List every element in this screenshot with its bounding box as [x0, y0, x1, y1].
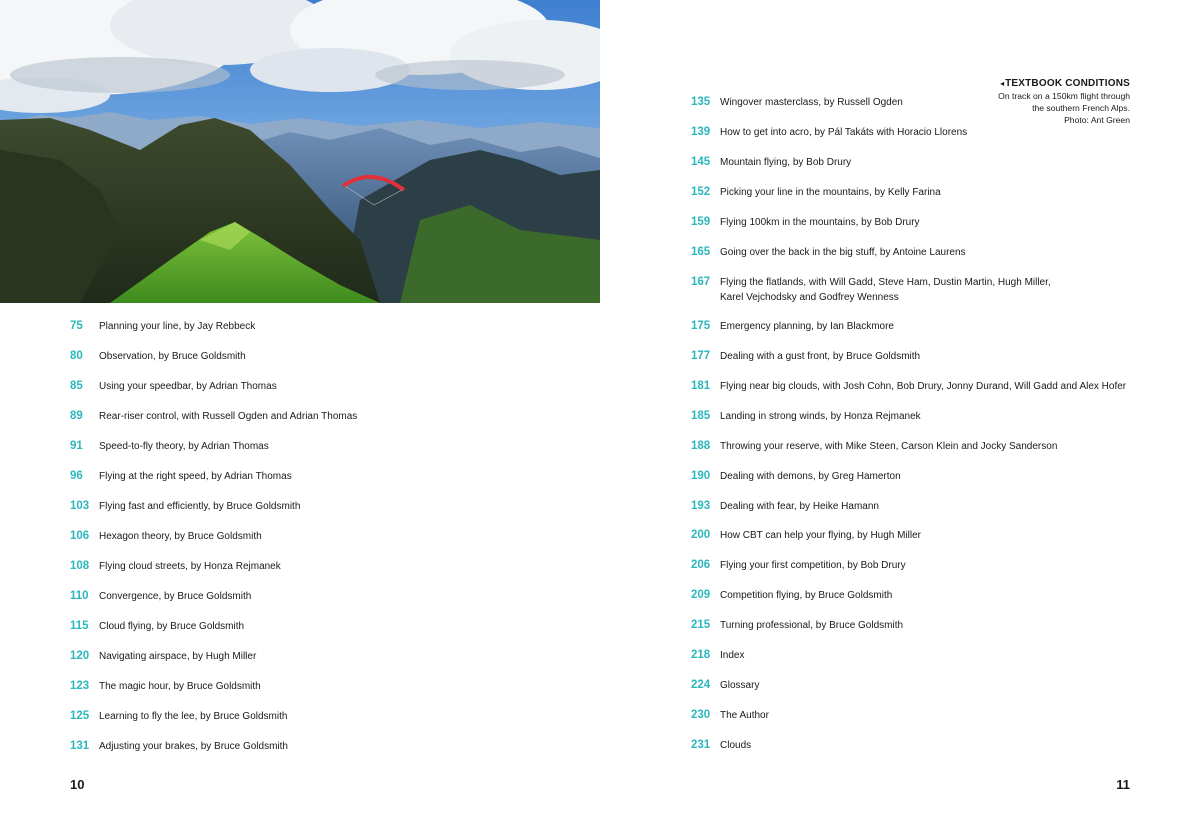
toc-entry	[691, 737, 1111, 754]
toc-entry	[691, 244, 1111, 261]
toc-entry	[70, 318, 570, 335]
toc-entry	[691, 408, 1111, 425]
toc-page-number: 85	[70, 379, 83, 392]
toc-page-number: 125	[70, 709, 90, 722]
toc-entry-title: Using your speedbar, by Adrian Thomas	[99, 380, 277, 392]
toc-entry-title: Landing in strong winds, by Honza Rejmanek	[720, 410, 921, 422]
toc-page-number: 167	[691, 275, 711, 288]
toc-entry-title: Glossary	[720, 680, 760, 692]
toc-entry	[691, 94, 1111, 111]
toc-entry	[691, 348, 1111, 365]
toc-entry-title: Flying at the right speed, by Adrian Thomas	[99, 470, 292, 482]
toc-entry	[70, 678, 570, 695]
toc-entry	[691, 557, 1111, 574]
photo-credit: Photo: Ant Green	[1064, 115, 1130, 125]
toc-entry-title: Cloud flying, by Bruce Goldsmith	[99, 620, 245, 632]
toc-page-number: 175	[691, 319, 711, 332]
toc-entry	[70, 438, 570, 455]
toc-entry	[691, 677, 1111, 694]
toc-page-number: 80	[70, 349, 83, 362]
toc-page-number: 206	[691, 559, 711, 572]
toc-entry	[691, 438, 1111, 455]
toc-page-number: 231	[691, 739, 711, 752]
toc-entry-title: Flying near big clouds, with Josh Cohn, Bob Drury, Jonny Durand, Will Gadd and Alex Hofer	[720, 380, 1127, 392]
toc-entry-title: Planning your line, by Jay Rebbeck	[99, 321, 256, 332]
toc-entry-title: Clouds	[720, 740, 752, 752]
toc-page-number: 89	[70, 409, 83, 422]
toc-entry	[70, 708, 570, 725]
left-arrow-icon: ◂	[1000, 79, 1005, 88]
toc-entry-title: Adjusting your brakes, by Bruce Goldsmith	[99, 740, 288, 752]
toc-entry	[691, 527, 1111, 544]
toc-page-number: 200	[691, 529, 711, 542]
toc-entry	[691, 154, 1111, 171]
toc-page-number: 190	[691, 469, 711, 482]
toc-entry	[691, 498, 1111, 515]
caption-line: On track on a 150km flight through	[998, 91, 1130, 101]
toc-page-number: 131	[70, 739, 90, 752]
toc-entry	[691, 124, 1111, 141]
toc-page-number: 215	[691, 619, 711, 632]
toc-page-number: 115	[70, 619, 89, 632]
caption-title: TEXTBOOK CONDITIONS	[1005, 78, 1130, 89]
toc-entry-title: Emergency planning, by Ian Blackmore	[720, 320, 894, 332]
toc-entry	[691, 378, 1127, 395]
toc-entry-title: Competition flying, by Bruce Goldsmith	[720, 590, 893, 602]
toc-entry	[70, 378, 570, 395]
toc-page-number: 108	[70, 559, 90, 572]
toc-page-number: 193	[691, 499, 711, 512]
toc-entry	[691, 587, 1111, 604]
toc-entry-title: Learning to fly the lee, by Bruce Goldsmith	[99, 710, 288, 722]
toc-entry-title: Flying 100km in the mountains, by Bob Drury	[720, 216, 920, 228]
toc-page-number: 103	[70, 499, 90, 512]
toc-page-number: 96	[70, 469, 83, 482]
toc-entry-title: Navigating airspace, by Hugh Miller	[99, 650, 257, 662]
toc-entry	[70, 618, 570, 635]
caption-line: the southern French Alps.	[1032, 103, 1130, 113]
toc-entry	[691, 647, 1111, 664]
toc-entry	[691, 274, 1111, 305]
toc-page-number: 135	[691, 96, 711, 108]
toc-entry-title	[720, 274, 1051, 305]
toc-page-number: 139	[691, 125, 711, 138]
toc-entry-title-line: Karel Vejchodsky and Godfrey Wenness	[720, 291, 899, 303]
toc-entry-title: Mountain flying, by Bob Drury	[720, 156, 852, 168]
toc-page-number: 152	[691, 185, 711, 198]
toc-page-number: 120	[70, 649, 90, 662]
toc-entry	[70, 528, 570, 545]
toc-entry	[691, 318, 1111, 335]
toc-page-number: 145	[691, 155, 711, 168]
toc-page-number: 209	[691, 589, 711, 602]
toc-page-number: 75	[70, 320, 83, 332]
toc-entry	[691, 184, 1111, 201]
toc-page-number: 106	[70, 529, 90, 542]
toc-entry	[691, 468, 1111, 485]
toc-page-number: 165	[691, 245, 711, 258]
toc-entry-title: How CBT can help your flying, by Hugh Miller	[720, 530, 922, 542]
toc-left-column	[70, 318, 570, 768]
toc-entry-title: Dealing with fear, by Heike Hamann	[720, 500, 879, 512]
toc-entry	[691, 214, 1111, 231]
toc-entry	[691, 707, 1111, 724]
toc-entry	[691, 617, 1111, 634]
toc-entry-title: The Author	[720, 710, 769, 722]
toc-entry	[70, 588, 570, 605]
toc-entry-title: The magic hour, by Bruce Goldsmith	[99, 680, 261, 692]
toc-entry-title: Wingover masterclass, by Russell Ogden	[720, 97, 903, 108]
toc-page-number: 110	[70, 589, 89, 602]
toc-entry-title: Convergence, by Bruce Goldsmith	[99, 590, 252, 602]
toc-entry	[70, 468, 570, 485]
toc-entry-title: Index	[720, 650, 745, 662]
toc-entry-title: Turning professional, by Bruce Goldsmith	[720, 620, 904, 632]
toc-entry-title: Hexagon theory, by Bruce Goldsmith	[99, 530, 262, 542]
toc-page-number: 230	[691, 709, 711, 722]
toc-page-number: 177	[691, 349, 711, 362]
toc-page-number: 188	[691, 439, 711, 452]
toc-entry-title: Flying cloud streets, by Honza Rejmanek	[99, 560, 281, 572]
toc-entry	[70, 738, 570, 755]
toc-entry-title: Throwing your reserve, with Mike Steen, Carson Klein and Jocky Sanderson	[720, 440, 1058, 452]
toc-page-number: 159	[691, 215, 711, 228]
toc-entry	[70, 648, 570, 665]
toc-entry-title: How to get into acro, by Pál Takáts with Horacio Llorens	[720, 126, 968, 138]
page-number-left: 10	[70, 777, 85, 792]
toc-page-number: 123	[70, 679, 90, 692]
page-number-right: 11	[1116, 777, 1130, 792]
toc-entry	[70, 348, 570, 365]
toc-entry	[70, 408, 570, 425]
mountain-photo	[0, 0, 600, 303]
toc-entry-title-line: Flying the flatlands, with Will Gadd, Steve Ham, Dustin Martin, Hugh Miller,	[720, 276, 1051, 288]
toc-entry-title: Observation, by Bruce Goldsmith	[99, 350, 246, 362]
toc-page-number: 91	[70, 439, 83, 452]
caption-heading	[998, 77, 1130, 90]
toc-entry-title: Picking your line in the mountains, by Kelly Farina	[720, 186, 941, 198]
toc-entry	[70, 558, 570, 575]
toc-page-number: 181	[691, 379, 711, 392]
toc-entry-title: Flying fast and efficiently, by Bruce Goldsmith	[99, 500, 301, 512]
toc-entry-title: Going over the back in the big stuff, by Antoine Laurens	[720, 246, 966, 258]
toc-entry	[70, 498, 570, 515]
toc-entry-title: Flying your first competition, by Bob Drury	[720, 560, 906, 572]
toc-right-column	[691, 94, 1127, 767]
toc-entry-title: Dealing with demons, by Greg Hamerton	[720, 470, 901, 482]
toc-page-number: 218	[691, 649, 711, 662]
toc-entry-title: Dealing with a gust front, by Bruce Goldsmith	[720, 350, 921, 362]
toc-page-number: 224	[691, 679, 711, 692]
toc-entry-title: Rear-riser control, with Russell Ogden and Adrian Thomas	[99, 410, 358, 422]
toc-page-number: 185	[691, 409, 711, 422]
toc-entry-title: Speed-to-fly theory, by Adrian Thomas	[99, 440, 269, 452]
